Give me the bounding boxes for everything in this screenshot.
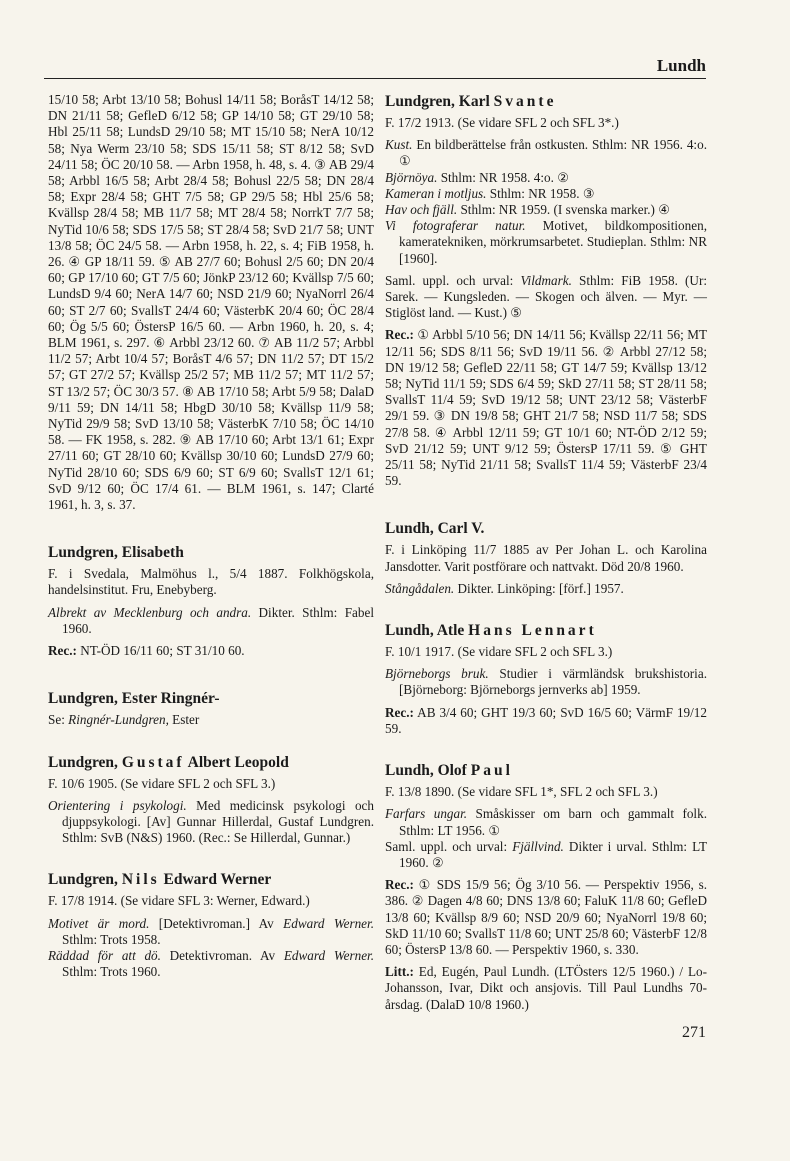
work-item: Motivet är mord. [Detektivroman.] Av Edward Werner. Sthlm: Trots 1958.	[48, 915, 375, 947]
work-item: Albrekt av Mecklenburg och andra. Dikter. Sthlm: Fabel 1960.	[48, 604, 375, 636]
right-column	[385, 92, 707, 1013]
left-column	[48, 92, 374, 980]
work-item: Orientering i psykologi. Med medicinsk psykologi och djuppsykologi. [Av] Gunnar Hillerdal, Gustaf Lundgren. Sthlm: SvB (N&S) 1960. (Rec.: Se Hillerdal, Gunnar.)	[48, 797, 374, 846]
running-header	[44, 52, 706, 79]
entry-heading: Lundh, Olof Paul	[385, 762, 513, 780]
literature: Litt.: Ed, Eugén, Paul Lundh. (LTÖsters 12/5 1960.) / Lo-Johansson, Ivar, Dikt och ansjovis. Till Paul Lundhs 70-årsdag. (DalaD 10/8 1960.)	[385, 964, 707, 1012]
work-item: Räddad för att dö. Detektivroman. Av Edward Werner. Sthlm: Trots 1960.	[48, 947, 375, 980]
entry-karl	[385, 92, 707, 489]
reviews: Rec.: ① SDS 15/9 56; Ög 3/10 56. — Perspektiv 1956, s. 386. ② Dagen 4/8 60; DNS 13/8 60; FaluK 11/8 60; GefleD 13/8 60; Kvällsp 8/9 60; NSD 20/9 60; NyaNorrl 19/8 60; SkD 11/10 60; SvallsT 11/8 60; UNT 25/8 60; VästerbF 12/8 60; ÖstersP 13/8 60. — Perspektiv 1960, s. 330.	[385, 877, 707, 957]
collection-item: Saml. uppl. och urval: Fjällvind. Dikter i urval. Sthlm: LT 1960. ②	[385, 838, 707, 870]
entry-meta: F. 13/8 1890. (Se vidare SFL 1*, SFL 2 och SFL 3.)	[385, 784, 658, 800]
work-item: Björneborgs bruk. Studier i värmländsk brukshistoria. [Björneborg: Björneborgs jernverks ab] 1959.	[385, 666, 707, 698]
entry-olof	[385, 761, 707, 1013]
entry-atle	[385, 621, 707, 737]
entry-carl	[385, 519, 707, 597]
work-item: Björnöya. Sthlm: NR 1958. 4:o. ②	[385, 169, 570, 185]
entry-meta: F. 10/6 1905. (Se vidare SFL 2 och SFL 3.)	[48, 775, 276, 791]
work-item: Kust. En bildberättelse från ostkusten. Sthlm: NR 1956. 4:o. ①	[385, 137, 707, 169]
entry-nils	[48, 870, 374, 980]
see-reference: Se: Ringnér-Lundgren, Ester	[48, 712, 200, 728]
entry-heading: Lundgren, Nils Edward Werner	[48, 871, 272, 889]
work-item: Farfars ungar. Småskisser om barn och gammalt folk. Sthlm: LT 1956. ①	[385, 806, 707, 838]
work-item: Vi fotograferar natur. Motivet, bildkompositionen, kameratekniken, mörkrumsarbetet. Studieplan. Sthlm: NR [1960].	[385, 218, 707, 266]
entry-gustaf	[48, 753, 374, 847]
work-item: Hav och fjäll. Sthlm: NR 1959. (I svenska marker.) ④	[385, 202, 671, 218]
entry-elisabeth	[48, 543, 374, 659]
work-item: Kameran i motljus. Sthlm: NR 1958. ③	[385, 185, 595, 201]
reviews: Rec.: NT-ÖD 16/11 60; ST 31/10 60.	[48, 643, 245, 659]
entry-heading: Lundh, Carl V.	[385, 520, 485, 538]
entry-meta: F. i Linköping 11/7 1885 av Per Johan L. och Karolina Jansdotter. Varit postförare och nattvakt. Död 20/8 1960.	[385, 542, 707, 574]
work-title: Albrekt av Mecklenburg och andra.	[48, 604, 252, 620]
entry-meta: F. 10/1 1917. (Se vidare SFL 2 och SFL 3.)	[385, 644, 613, 660]
entry-heading: Lundgren, Ester Ringnér-	[48, 690, 220, 708]
page-number: 271	[682, 1024, 706, 1041]
entry-heading: Lundgren, Gustaf Albert Leopold	[48, 753, 289, 771]
entry-meta: F. i Svedala, Malmöhus l., 5/4 1887. Folkhögskola, handelsinstitut. Fru, Enebyberg.	[48, 566, 374, 598]
work-item: Stångådalen. Dikter. Linköping: [förf.] 1957.	[385, 580, 624, 596]
collection-item: Saml. uppl. och urval: Vildmark. Sthlm: FiB 1958. (Ur: Sarek. — Kungsleden. — Skogen och älven. — Myr. — Stiglöst land. — Kust.) ⑤	[385, 272, 707, 321]
entry-heading: Lundgren, Elisabeth	[48, 544, 184, 562]
reviews: Rec.: AB 3/4 60; GHT 19/3 60; SvD 16/5 60; VärmF 19/12 59.	[385, 704, 707, 736]
entry-ester	[48, 689, 374, 728]
entry-meta: F. 17/2 1913. (Se vidare SFL 2 och SFL 3*.)	[385, 115, 619, 130]
entry-heading: Lundh, Atle Hans Lennart	[385, 622, 597, 640]
header-title: Lundh	[656, 56, 706, 75]
entry-meta: F. 17/8 1914. (Se vidare SFL 3: Werner, Edward.)	[48, 893, 310, 909]
reviews: Rec.: ① Arbbl 5/10 56; DN 14/11 56; Kvällsp 22/11 56; MT 12/11 56; SDS 8/11 56; SvD 19/11 56. ② Arbbl 27/12 58; DN 19/12 58; GefleD 22/11 58; GT 14/7 59; Kvällsp 13/12 58; NyTid 11/1 59; SDS 6/4 59; SkD 27/11 58; ST 28/11 58; SvallsT 11/4 59; SvD 19/12 58; UNT 23/12 58; VästerbF 29/1 59. ③ DN 19/8 58; GHT 21/7 58; NSD 11/7 58; SDS 27/8 58. ④ Arbbl 12/11 59; GT 10/1 60; NT-ÖD 2/12 59; SvD 21/12 59; UNT 9/12 59; ÖstersP 17/11 59. ⑤ GHT 25/11 58; NyTid 21/11 58; SvallsT 11/4 59; VästerbF 23/4 59.	[385, 327, 707, 489]
continued-reviews: 15/10 58; Arbt 13/10 58; Bohusl 14/11 58; BoråsT 14/12 58; DN 21/11 58; GefleD 6/12 58; GP 14/10 58; GT 29/10 58; Hbl 25/11 58; LundsD 29/10 58; MT 15/10 58; NerA 10/12 58; Nya Werm 23/10 58; SDS 15/11 58; ST 8/12 58; SvD 24/11 58; ÖC 20/10 58. — Arbn 1958, h. 48, s. 4. ③ AB 29/4 58; Arbbl 16/5 58; Arbt 28/4 58; Bohusl 22/5 58; DN 28/4 58; Expr 28/4 58; GHT 7/5 58; GP 29/5 58; Hbl 25/6 58; Kvällsp 28/4 58; MB 11/7 58; MT 28/4 58; NorrkT 7/7 58; NyTid 10/6 58; SDS 17/5 58; ST 28/4 58; SvD 21/7 58; UNT 13/8 58; ÖC 24/5 58. — Arbn 1958, h. 22, s. 4; FiB 1958, h. 26. ④ GP 18/11 59. ⑤ AB 27/7 60; Bohusl 2/5 60; DN 20/4 60; GP 17/10 60; GT 7/5 60; JönkP 23/12 60; Kvällsp 7/5 60; LundsD 9/4 60; NerA 14/7 60; NSD 21/9 60; NyaNorrl 26/4 60; ST 2/7 60; SvallsT 24/4 60; VästerbK 20/4 60; ÖC 28/4 60; Ög 5/5 60; ÖstersP 16/5 60. — Arbn 1960, h. 20, s. 4; BLM 1961, s. 297. ⑥ Arbbl 23/12 60. ⑦ AB 11/2 57; Arbbl 11/2 57; Arbt 10/4 57; BoråsT 4/6 57; DN 11/2 57; DT 15/2 57; GT 27/2 57; Kvällsp 25/2 57; MB 11/2 57; MT 11/2 57; ST 13/2 57; ÖC 30/3 57. ⑧ AB 17/10 58; Arbt 5/9 58; DalaD 9/11 59; DN 14/11 58; HbgD 30/10 58; Kvällsp 11/9 58; NyTid 29/9 58; SvD 13/10 58; VästerbK 7/10 58; ÖC 14/10 58. — FK 1958, s. 282. ⑨ AB 17/10 60; Arbt 13/1 61; Expr 27/11 60; GT 28/10 60; Kvällsp 30/10 60; LundsD 27/9 60; NyTid 28/10 60; SDS 6/9 60; ST 6/9 60; SvallsT 12/1 61; SvD 9/12 60; ÖC 17/4 61. — BLM 1961, s. 147; Clarté 1961, h. 3, s. 37.	[48, 92, 374, 513]
entry-heading: Lundgren, Karl Svante	[385, 93, 557, 110]
